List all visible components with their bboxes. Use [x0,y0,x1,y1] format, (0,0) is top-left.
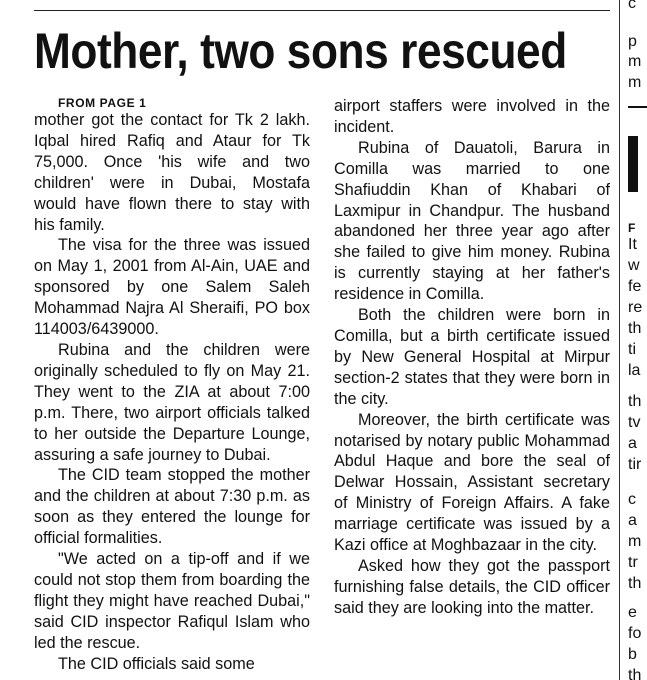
adjacent-column-edge [628,0,647,680]
edge-fragment: p [628,33,637,50]
edge-fragment: e [628,604,637,621]
edge-fragment: ti [628,341,636,358]
top-rule [34,10,610,11]
edge-headline-fragment [628,136,638,192]
headline: Mother, two sons rescued [34,23,567,79]
paragraph: airport staffers were involved in the incident. [334,97,610,136]
paragraph: mother got the contact for Tk 2 lakh. Iqbal hired Rafiq and Ataur for Tk 75,000. Once 'his wife and two children' were in Dubai, Mostafa would have flown there to stay with his family. [34,111,310,234]
edge-fragment: m [628,533,642,550]
edge-fragment: tir [628,456,642,473]
column-divider [619,0,620,680]
edge-fragment: a [628,512,637,529]
paragraph: Asked how they got the passport furnishing false details, the CID officer said they are looking into the matter. [334,556,610,617]
edge-fragment: c [628,0,636,12]
edge-fragment: tr [628,554,638,571]
edge-fragment: th [628,393,642,410]
edge-fragment: re [628,299,643,316]
edge-fragment: fo [628,625,642,642]
paragraph: Rubina and the children were originally scheduled to fly on May 21. They went to the ZIA at about 7:00 p.m. There, two airport officials talked to her outside the Departure Lounge, assuring a safe journey to Dubai. [34,340,310,464]
edge-fragment: m [628,53,642,70]
left-column [34,96,310,674]
edge-fragment: w [628,257,640,274]
paragraph: The visa for the three was issued on May 1, 2001 from Al-Ain, UAE and sponsored by one Salem Saleh Mohammad Najra Al Sheraifi, PO box 114003/6439000. [34,236,310,339]
edge-fragment: la [628,362,641,379]
paragraph: Rubina of Dauatoli, Barura in Comilla was married to one Shafiuddin Khan of Khabari of Laxmipur in Chandpur. The husband abandoned her three year ago after she failed to give him money. Rubina is currently staying at her father's residence in Comilla. [334,138,610,304]
kicker: FROM PAGE 1 [58,96,147,110]
edge-fragment: b [628,646,637,663]
edge-fragment: th [628,320,642,337]
edge-dash [628,106,647,108]
edge-fragment: th [628,667,642,680]
edge-fragment: It [628,236,637,253]
edge-fragment: c [628,491,636,508]
edge-fragment: fe [628,278,642,295]
edge-fragment: tv [628,414,641,431]
edge-fragment: th [628,575,642,592]
paragraph: The CID officials said some [58,654,255,673]
middle-column [334,96,610,619]
edge-fragment: m [628,74,642,91]
edge-kicker: F [628,221,636,235]
paragraph: "We acted on a tip-off and if we could not stop them from boarding the flight they might have reached Dubai," said CID inspector Rafiqul Islam who led the rescue. [34,550,310,652]
edge-fragment: a [628,435,637,452]
paragraph: The CID team stopped the mother and the children at about 7:30 p.m. as soon as they entered the lounge for official formalities. [34,466,310,548]
paragraph: Both the children were born in Comilla, but a birth certificate issued by New General Hospital at Mirpur section-2 states that they were born in the city. [334,306,610,408]
paragraph: Moreover, the birth certificate was notarised by notary public Mohammad Abdul Haque and bore the seal of Delwar Hossain, Assistant secretary of Ministry of Foreign Affairs. A fake marriage certificate was issued by a Kazi office at Moghbazaar in the city. [334,410,610,555]
